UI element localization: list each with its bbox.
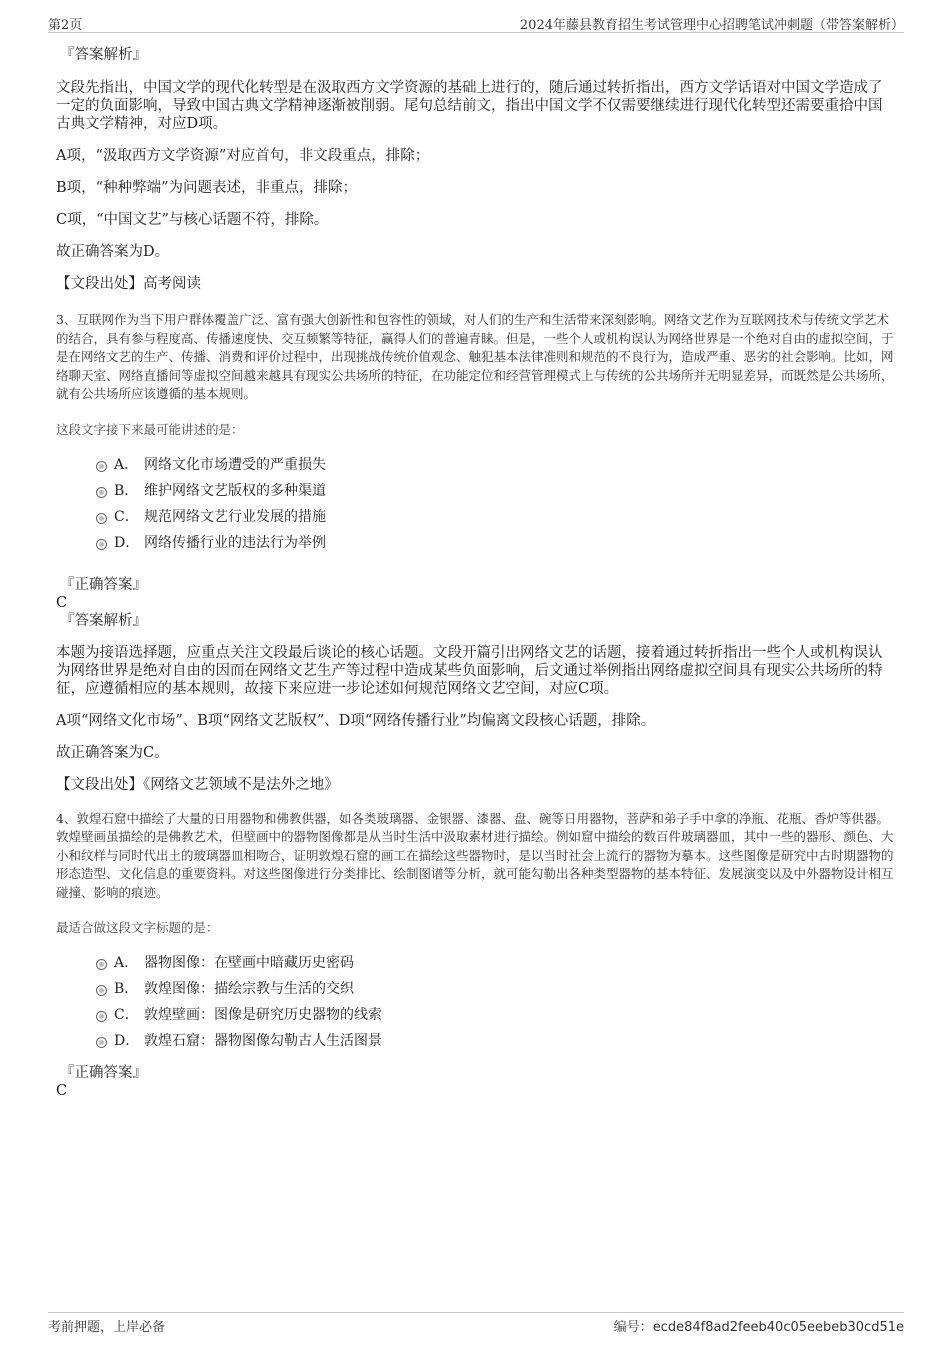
option-text: 器物图像：在壁画中暗藏历史密码	[144, 955, 354, 971]
question-3-options	[94, 452, 896, 556]
footer-code	[614, 1316, 904, 1335]
radio-icon[interactable]	[96, 1037, 107, 1048]
analysis-label: 『答案解析』	[60, 612, 147, 629]
source-line: 【文段出处】高考阅读	[56, 276, 201, 292]
page-number: 第2页	[48, 18, 83, 33]
question-3-text: 3、互联网作为当下用户群体覆盖广泛、富有强大创新性和包容性的领域，对人们的生产和生活带来深刻影响。网络文艺作为互联网技术与传统文学艺术的结合，具有参与程度高、传播速度快、交互频繁等特征，赢得人们的普遍青睐。但是，一些个人或机构误认为网络世界是一个绝对自由的虚拟空间，于是在网络文艺的生产、传播、消费和评价过程中，出现挑战传统价值观念、触犯基本法律准则和规范的不良行为，造成严重、恶劣的社会影响。比如，网络聊天室、网络直播间等虚拟空间越来越具有现实公共场所的特征，在功能定位和经营管理模式上与传统的公共场所并无明显差异，而既然是公共场所，就有公共场所应该遵循的基本规则。	[56, 312, 894, 401]
option-letter: B．	[114, 482, 139, 499]
code-label: 编号：	[613, 1320, 653, 1335]
analysis-line: B项，“种种弊端”为问题表述，非重点，排除；	[56, 180, 357, 196]
option-letter: A．	[114, 955, 139, 971]
option-a[interactable]	[94, 452, 896, 478]
analysis-line: A项“网络文化市场”、B项“网络文艺版权”、D项“网络传播行业”均偏离文段核心话题，排除。	[56, 712, 656, 729]
option-c[interactable]	[94, 504, 896, 530]
page-footer	[48, 1312, 904, 1336]
document-body	[56, 46, 896, 1100]
analysis-label: 『答案解析』	[60, 47, 147, 63]
document-title: 2024年藤县教育招生考试管理中心招聘笔试冲刺题（带答案解析）	[519, 18, 904, 33]
code-value: ecde84f8ad2feeb40c05eebeb30cd51e	[652, 1320, 904, 1335]
answer-label: 『正确答案』	[60, 1065, 147, 1081]
analysis-line: A项，“汲取西方文学资源”对应首句，非文段重点，排除；	[56, 148, 430, 164]
question-3-prompt: 这段文字接下来最可能讲述的是：	[56, 421, 244, 437]
radio-icon[interactable]	[96, 959, 107, 970]
source-line: 【文段出处】《网络文艺领域不是法外之地》	[56, 776, 339, 793]
option-d[interactable]	[94, 530, 896, 556]
question-4-text: 4、敦煌石窟中描绘了大量的日用器物和佛教供器，如各类玻璃器、金银器、漆器、盘、碗等日用器物，菩萨和弟子手中拿的净瓶、花瓶、香炉等供器。敦煌壁画虽描绘的是佛教艺术，但壁画中的器物图像都是从当时生活中汲取素材进行描绘。例如窟中描绘的数百件玻璃器皿，其中一些的器形、颜色、大小和纹样与同时代出土的玻璃器皿相吻合，证明敦煌石窟的画工在描绘这些器物时，是以当时社会上流行的器物为摹本。这些图像是研究中古时期器物的形态造型、文化信息的重要资料。对这些图像进行分类排比、绘制图谱等分析，就可能勾勒出各种类型器物的基本特征、发展演变以及中外器物设计相互碰撞、影响的痕迹。	[56, 810, 894, 900]
option-d[interactable]	[94, 1028, 896, 1054]
radio-icon[interactable]	[96, 985, 107, 996]
question-4-prompt: 最适合做这段文字标题的是：	[56, 920, 219, 935]
radio-icon[interactable]	[96, 513, 107, 524]
radio-icon[interactable]	[96, 1011, 107, 1022]
option-c[interactable]	[94, 1002, 896, 1028]
option-text: 敦煌图像：描绘宗教与生活的交织	[144, 981, 354, 997]
question-4-options	[94, 950, 896, 1054]
analysis-line: C项，“中国文艺”与核心话题不符，排除。	[56, 212, 329, 228]
radio-icon[interactable]	[96, 539, 107, 550]
option-letter: C．	[114, 1007, 139, 1023]
answer-value: C	[56, 594, 68, 611]
option-letter: D．	[114, 534, 140, 551]
option-text: 网络文化市场遭受的严重损失	[144, 456, 326, 473]
analysis-text: 本题为接语选择题，应重点关注文段最后谈论的核心话题。文段开篇引出网络文艺的话题，接着通过转折指出一些个人或机构误认为网络世界是绝对自由的因而在网络文艺生产等过程中造成某些负面影响，后文通过举例指出网络虚拟空间具有现实公共场所的特征，应遵循相应的基本规则，故接下来应进一步论述如何规范网络文艺空间，对应C项。	[56, 644, 883, 697]
analysis-line: 故正确答案为D。	[56, 244, 170, 260]
radio-icon[interactable]	[96, 487, 107, 498]
option-letter: A．	[114, 456, 139, 473]
option-b[interactable]	[94, 976, 896, 1002]
option-text: 敦煌石窟：器物图像勾勒古人生活图景	[144, 1033, 382, 1049]
option-text: 敦煌壁画：图像是研究历史器物的线索	[144, 1007, 382, 1023]
answer-label: 『正确答案』	[60, 576, 147, 593]
option-b[interactable]	[94, 478, 896, 504]
option-text: 维护网络文艺版权的多种渠道	[144, 482, 326, 499]
analysis-line: 故正确答案为C。	[56, 744, 169, 761]
option-text: 网络传播行业的违法行为举例	[144, 534, 326, 551]
option-letter: B．	[114, 981, 139, 997]
radio-icon[interactable]	[96, 461, 107, 472]
analysis-text: 文段先指出，中国文学的现代化转型是在汲取西方文学资源的基础上进行的，随后通过转折指出，西方文学话语对中国文学造成了一定的负面影响，导致中国古典文学精神逐渐被削弱。尾句总结前文，指出中国文学不仅需要继续进行现代化转型还需要重拾中国古典文学精神，对应D项。	[56, 80, 883, 132]
option-letter: D．	[114, 1033, 140, 1049]
answer-value: C	[56, 1083, 68, 1099]
footer-slogan: 考前押题，上岸必备	[48, 1320, 166, 1335]
option-a[interactable]	[94, 950, 896, 976]
option-text: 规范网络文艺行业发展的措施	[144, 508, 326, 525]
option-letter: C．	[114, 508, 139, 525]
page-header	[48, 14, 904, 33]
